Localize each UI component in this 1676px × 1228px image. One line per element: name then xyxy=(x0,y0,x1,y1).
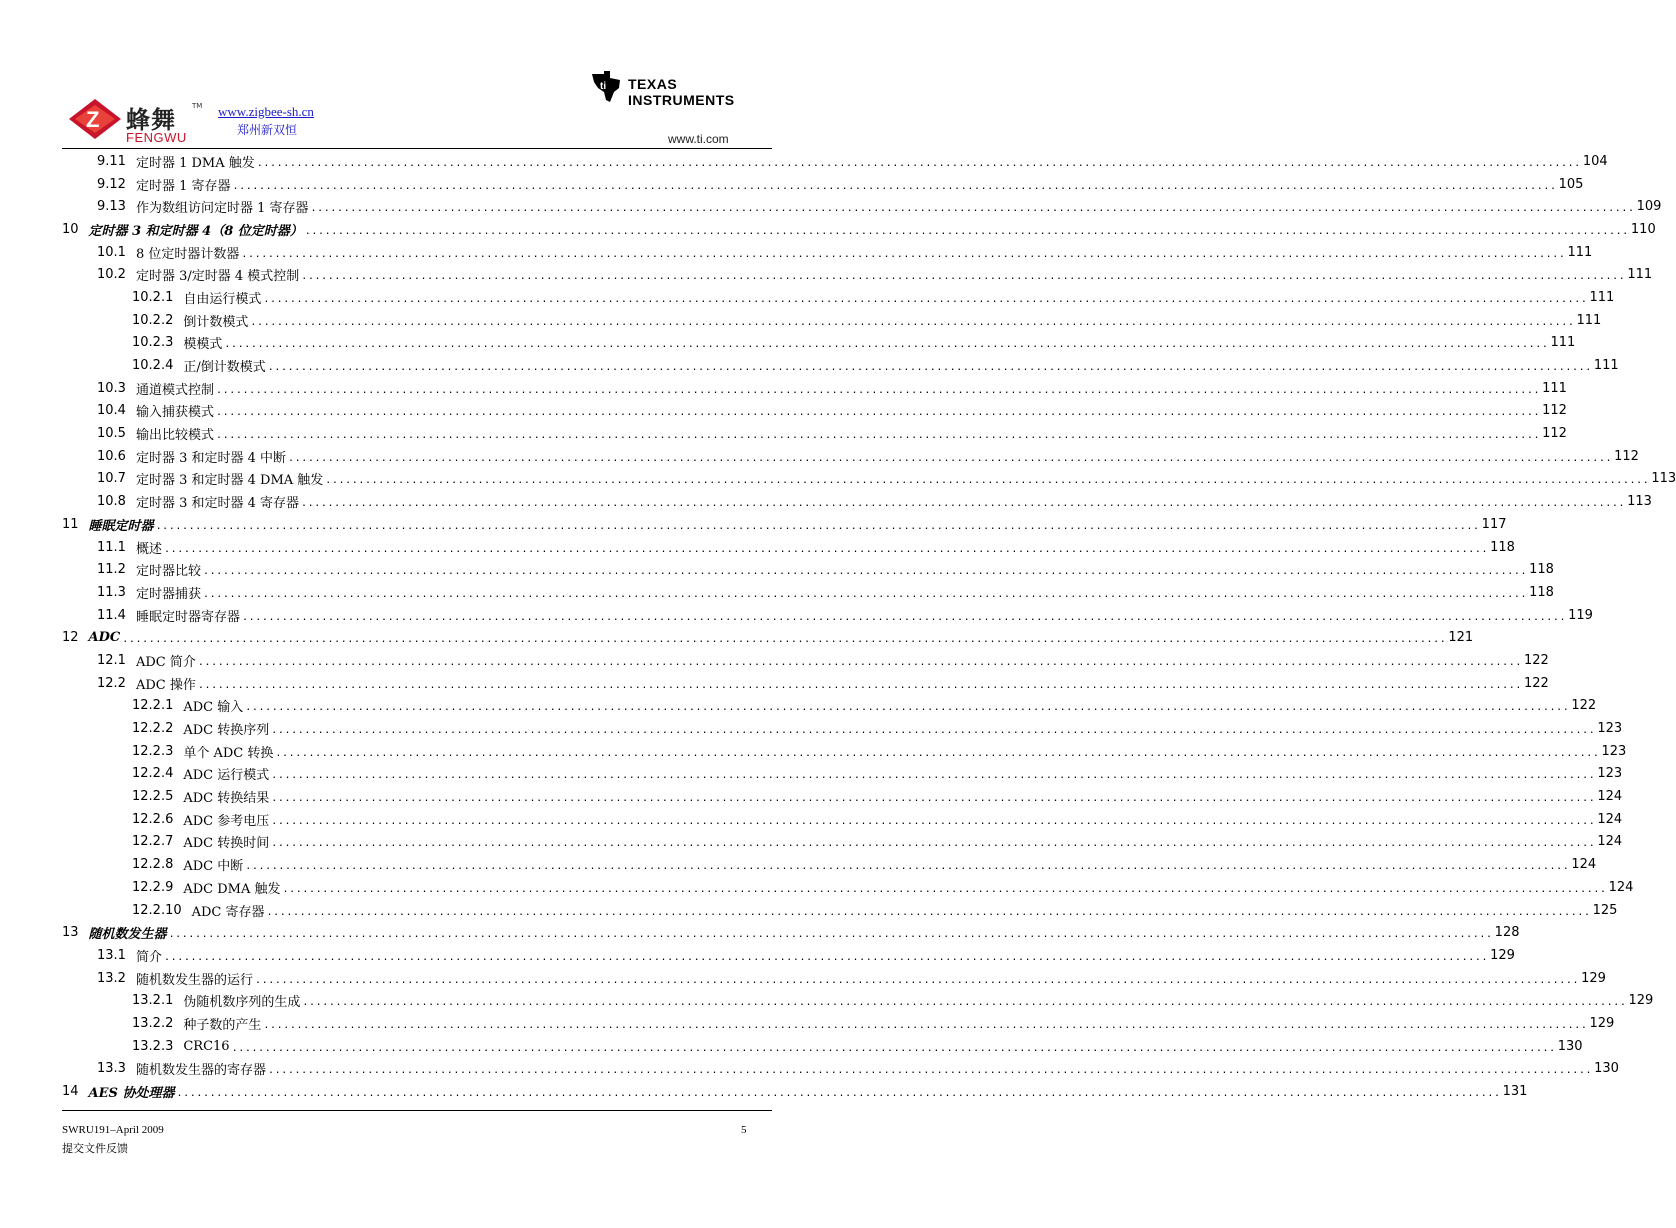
toc-entry-title: AES 协处理器 xyxy=(88,1086,175,1102)
toc-leader-dots: ........................................................................................................................................................................................................ xyxy=(267,362,1592,374)
toc-entry-page: 124 xyxy=(1597,834,1623,850)
ti-text-line1: TEXAS xyxy=(628,76,678,92)
toc-entry-title: 睡眠定时器寄存器 xyxy=(135,609,240,625)
footer-doc-id: SWRU191–April 2009 xyxy=(62,1124,164,1136)
toc-entry-number: 11.2 xyxy=(97,562,126,578)
toc-entry-page: 121 xyxy=(1448,630,1474,646)
toc-entry-number: 9.12 xyxy=(97,176,126,192)
toc-entry[interactable] xyxy=(62,332,1576,355)
toc-entry-page: 117 xyxy=(1481,516,1507,532)
toc-entry[interactable] xyxy=(62,785,1623,808)
toc-entry-number: 13.1 xyxy=(97,947,126,963)
toc-entry[interactable] xyxy=(62,672,1549,695)
toc-leader-dots: ........................................................................................................................................................................................................ xyxy=(266,906,1591,918)
toc-entry-page: 122 xyxy=(1523,675,1549,691)
toc-entry-page: 109 xyxy=(1636,199,1662,215)
toc-entry-number: 13.2.2 xyxy=(132,1015,174,1031)
toc-entry-title: ADC 转换序列 xyxy=(183,723,270,739)
toc-entry-number: 10.1 xyxy=(97,244,126,260)
ti-text-line2: INSTRUMENTS xyxy=(628,92,735,108)
toc-leader-dots: ........................................................................................................................................................................................................ xyxy=(176,1088,1501,1100)
toc-entry-page: 113 xyxy=(1651,471,1676,487)
toc-entry[interactable] xyxy=(62,173,1584,196)
toc-leader-dots: ........................................................................................................................................................................................................ xyxy=(245,702,1570,714)
toc-entry-page: 124 xyxy=(1571,857,1597,873)
toc-leader-dots: ........................................................................................................................................................................................................ xyxy=(275,747,1600,759)
toc-leader-dots: ........................................................................................................................................................................................................ xyxy=(202,588,1528,600)
toc-entry-page: 124 xyxy=(1597,811,1623,827)
toc-entry-title: 定时器 3 和定时器 4 寄存器 xyxy=(135,496,300,512)
header-divider xyxy=(62,148,772,149)
toc-entry[interactable] xyxy=(62,490,1652,513)
svg-text:Z: Z xyxy=(86,107,100,132)
toc-entry-title: 通道模式控制 xyxy=(135,382,214,398)
toc-entry-page: 111 xyxy=(1567,244,1593,260)
toc-leader-dots: ........................................................................................................................................................................................................ xyxy=(325,475,1650,487)
toc-entry-page: 111 xyxy=(1542,380,1567,396)
toc-entry-title: 睡眠定时器 xyxy=(88,518,154,534)
toc-entry-title: 伪随机数序列的生成 xyxy=(183,995,301,1011)
toc-leader-dots: ........................................................................................................................................................................................................ xyxy=(271,725,1596,737)
toc-entry-number: 10.2.4 xyxy=(132,358,174,374)
toc-entry-title: 定时器 3/定时器 4 模式控制 xyxy=(135,269,300,285)
toc-entry-page: 111 xyxy=(1576,312,1602,328)
toc-entry-number: 12.2 xyxy=(97,675,126,691)
toc-leader-dots: ........................................................................................................................................................................................................ xyxy=(271,838,1596,850)
toc-entry[interactable] xyxy=(62,763,1623,786)
toc-entry-page: 124 xyxy=(1597,789,1623,805)
toc-leader-dots: ........................................................................................................................................................................................................ xyxy=(202,566,1528,578)
toc-entry-page: 111 xyxy=(1627,267,1653,283)
toc-entry-page: 130 xyxy=(1557,1038,1583,1054)
toc-entry-number: 13.2 xyxy=(97,970,126,986)
toc-entry-number: 9.13 xyxy=(97,199,126,215)
toc-entry-page: 111 xyxy=(1550,335,1576,351)
toc-entry-title: 概述 xyxy=(135,541,162,557)
toc-leader-dots: ........................................................................................................................................................................................................ xyxy=(263,293,1588,305)
toc-entry-number: 12.2.9 xyxy=(132,879,174,895)
toc-leader-dots: ........................................................................................................................................................................................................ xyxy=(271,815,1596,827)
footer-feedback-link[interactable]: 提交文件反馈 xyxy=(62,1142,128,1155)
toc-entry[interactable] xyxy=(62,921,1520,944)
toc-entry-page: 129 xyxy=(1589,1015,1615,1031)
toc-entry[interactable] xyxy=(62,286,1615,309)
toc-entry-number: 13.2.1 xyxy=(132,993,174,1009)
toc-entry[interactable] xyxy=(62,309,1602,332)
toc-leader-dots: ........................................................................................................................................................................................................ xyxy=(271,793,1596,805)
toc-entry-number: 13 xyxy=(62,925,79,941)
toc-entry-title: 简介 xyxy=(135,949,162,965)
toc-leader-dots: ........................................................................................................................................................................................................ xyxy=(256,157,1581,169)
toc-entry-page: 113 xyxy=(1627,494,1652,510)
toc-leader-dots: ........................................................................................................................................................................................................ xyxy=(245,861,1570,873)
toc-entry[interactable] xyxy=(62,649,1549,672)
toc-entry[interactable] xyxy=(62,876,1634,899)
toc-entry-number: 9.11 xyxy=(97,153,126,169)
toc-leader-dots: ........................................................................................................................................................................................................ xyxy=(241,248,1566,260)
toc-entry[interactable] xyxy=(62,989,1654,1012)
toc-entry[interactable] xyxy=(62,513,1507,536)
toc-entry-title: 定时器 3 和定时器 4 DMA 触发 xyxy=(135,473,324,489)
toc-entry-page: 129 xyxy=(1581,970,1606,986)
toc-entry[interactable] xyxy=(62,604,1593,627)
toc-entry-number: 10.4 xyxy=(97,403,126,419)
toc-entry[interactable] xyxy=(62,626,1474,649)
toc-entry-number: 11.3 xyxy=(97,584,126,600)
toc-entry[interactable] xyxy=(62,1035,1583,1058)
toc-entry-number: 12.2.10 xyxy=(132,902,182,918)
toc-entry-title: 定时器捕获 xyxy=(135,586,201,602)
toc-entry-number: 12.2.3 xyxy=(132,743,174,759)
toc-entry-title: 输出比较模式 xyxy=(135,428,214,444)
toc-entry-page: 118 xyxy=(1529,584,1554,600)
toc-entry[interactable] xyxy=(62,581,1554,604)
toc-entry-number: 12.1 xyxy=(97,652,126,668)
toc-entry-page: 123 xyxy=(1597,721,1623,737)
toc-entry-page: 131 xyxy=(1502,1084,1528,1100)
logo-trademark: TM xyxy=(192,102,203,110)
toc-entry[interactable] xyxy=(62,1012,1615,1035)
toc-leader-dots: ........................................................................................................................................................................................................ xyxy=(310,203,1635,215)
toc-entry-title: 自由运行模式 xyxy=(183,291,262,307)
fengwu-logo xyxy=(68,98,203,148)
toc-entry-page: 128 xyxy=(1494,925,1520,941)
toc-entry-title: 模模式 xyxy=(183,337,223,353)
toc-leader-dots: ........................................................................................................................................................................................................ xyxy=(197,679,1522,691)
toc-entry-number: 12.2.1 xyxy=(132,698,174,714)
toc-leader-dots: ........................................................................................................................................................................................................ xyxy=(271,770,1596,782)
texas-state-icon xyxy=(590,70,622,104)
toc-leader-dots: ........................................................................................................................................................................................................ xyxy=(304,225,1629,237)
toc-entry[interactable] xyxy=(62,377,1567,400)
fengwu-logo-icon xyxy=(68,98,122,140)
toc-leader-dots: ........................................................................................................................................................................................................ xyxy=(163,951,1489,963)
toc-entry-page: 112 xyxy=(1542,403,1567,419)
toc-leader-dots: ........................................................................................................................................................................................................ xyxy=(224,339,1549,351)
toc-entry-title: 定时器 3 和定时器 4（8 位定时器） xyxy=(88,223,303,239)
toc-entry-number: 12 xyxy=(62,630,79,646)
toc-entry[interactable] xyxy=(62,1058,1619,1081)
toc-entry-title: ADC 输入 xyxy=(183,700,244,716)
toc-entry-number: 13.3 xyxy=(97,1061,126,1077)
toc-entry[interactable] xyxy=(62,558,1554,581)
toc-leader-dots: ........................................................................................................................................................................................................ xyxy=(263,1019,1588,1031)
toc-entry-page: 118 xyxy=(1529,562,1554,578)
toc-leader-dots: ........................................................................................................................................................................................................ xyxy=(250,316,1575,328)
toc-entry-number: 10.2.1 xyxy=(132,289,174,305)
toc-leader-dots: ........................................................................................................................................................................................................ xyxy=(282,883,1607,895)
toc-entry-number: 10.6 xyxy=(97,448,126,464)
toc-leader-dots: ........................................................................................................................................................................................................ xyxy=(302,997,1627,1009)
toc-leader-dots: ........................................................................................................................................................................................................ xyxy=(301,498,1626,510)
toc-entry-title: 定时器 1 寄存器 xyxy=(135,178,231,194)
toc-entry-page: 122 xyxy=(1571,698,1597,714)
toc-entry-page: 129 xyxy=(1628,993,1654,1009)
ti-website[interactable]: www.ti.com xyxy=(668,132,729,146)
toc-entry[interactable] xyxy=(62,400,1567,423)
toc-entry-title: ADC DMA 触发 xyxy=(183,881,281,897)
page-header xyxy=(0,0,869,150)
toc-entry-title: ADC 转换时间 xyxy=(183,836,270,852)
toc-entry-title: ADC 寄存器 xyxy=(191,904,265,920)
toc-entry-number: 10.8 xyxy=(97,494,126,510)
toc-entry-title: 种子数的产生 xyxy=(183,1017,262,1033)
toc-leader-dots: ........................................................................................................................................................................................................ xyxy=(288,452,1613,464)
toc-entry-title: ADC 中断 xyxy=(183,859,244,875)
toc-entry-page: 112 xyxy=(1542,426,1567,442)
toc-entry-title: ADC xyxy=(88,630,121,646)
toc-entry-page: 122 xyxy=(1523,652,1549,668)
toc-entry-page: 110 xyxy=(1630,221,1656,237)
toc-entry-title: CRC16 xyxy=(183,1038,230,1054)
toc-entry-number: 14 xyxy=(62,1084,79,1100)
toc-entry[interactable] xyxy=(62,445,1639,468)
toc-entry-number: 11 xyxy=(62,516,79,532)
toc-leader-dots: ........................................................................................................................................................................................................ xyxy=(155,520,1480,532)
website-link[interactable]: www.zigbee-sh.cn xyxy=(218,104,314,119)
toc-entry-title: 随机数发生器的寄存器 xyxy=(135,1063,266,1079)
toc-entry-number: 10.7 xyxy=(97,471,126,487)
toc-entry-page: 119 xyxy=(1568,607,1593,623)
svg-text:ti: ti xyxy=(600,81,607,92)
toc-entry[interactable] xyxy=(62,354,1619,377)
toc-entry[interactable] xyxy=(62,899,1618,922)
toc-entry[interactable] xyxy=(62,536,1515,559)
toc-entry[interactable] xyxy=(62,263,1653,286)
toc-leader-dots: ........................................................................................................................................................................................................ xyxy=(215,430,1541,442)
toc-entry-page: 130 xyxy=(1594,1061,1619,1077)
toc-entry-page: 111 xyxy=(1593,358,1619,374)
toc-entry-title: 定时器 1 DMA 触发 xyxy=(135,155,255,171)
toc-entry-number: 12.2.5 xyxy=(132,789,174,805)
toc-entry[interactable] xyxy=(62,967,1606,990)
toc-entry-title: 定时器比较 xyxy=(135,564,201,580)
toc-entry-title: ADC 转换结果 xyxy=(183,791,270,807)
toc-entry-page: 118 xyxy=(1490,539,1515,555)
toc-entry-number: 10 xyxy=(62,221,79,237)
toc-entry-title: ADC 简介 xyxy=(135,654,196,670)
toc-entry[interactable] xyxy=(62,218,1656,241)
toc-entry-title: ADC 运行模式 xyxy=(183,768,270,784)
toc-entry-page: 129 xyxy=(1490,947,1515,963)
toc-entry-number: 12.2.8 xyxy=(132,857,174,873)
toc-entry[interactable] xyxy=(62,717,1623,740)
toc-leader-dots: ........................................................................................................................................................................................................ xyxy=(231,1042,1556,1054)
toc-entry-number: 10.3 xyxy=(97,380,126,396)
toc-entry[interactable] xyxy=(62,468,1676,491)
toc-entry-title: ADC 参考电压 xyxy=(183,813,270,829)
toc-entry-number: 12.2.7 xyxy=(132,834,174,850)
toc-entry-title: 随机数发生器的运行 xyxy=(135,972,253,988)
toc-leader-dots: ........................................................................................................................................................................................................ xyxy=(163,543,1489,555)
toc-entry[interactable] xyxy=(62,808,1623,831)
toc-entry[interactable] xyxy=(62,241,1593,264)
toc-leader-dots: ........................................................................................................................................................................................................ xyxy=(215,384,1541,396)
company-name: 郑州新双恒 xyxy=(237,123,298,137)
toc-entry-page: 123 xyxy=(1601,743,1627,759)
logo-english-name: FENGWU xyxy=(126,130,187,145)
toc-entry-number: 11.4 xyxy=(97,607,126,623)
toc-entry-number: 12.2.2 xyxy=(132,721,174,737)
toc-entry-title: 作为数组访问定时器 1 寄存器 xyxy=(135,201,309,217)
toc-entry-title: 定时器 3 和定时器 4 中断 xyxy=(135,450,287,466)
toc-entry-number: 10.2.2 xyxy=(132,312,174,328)
toc-leader-dots: ........................................................................................................................................................................................................ xyxy=(197,656,1522,668)
toc-entry-number: 12.2.6 xyxy=(132,811,174,827)
footer-page-number: 5 xyxy=(741,1124,747,1136)
toc-entry-page: 104 xyxy=(1582,153,1608,169)
toc-entry-title: 正/倒计数模式 xyxy=(183,360,266,376)
toc-entry-title: ADC 操作 xyxy=(135,677,196,693)
toc-entry[interactable] xyxy=(62,422,1567,445)
toc-entry[interactable] xyxy=(62,944,1515,967)
logo-chinese-name: 蜂舞 xyxy=(126,105,176,134)
toc-entry-page: 125 xyxy=(1592,902,1618,918)
toc-entry[interactable] xyxy=(62,853,1597,876)
toc-leader-dots: ........................................................................................................................................................................................................ xyxy=(232,180,1557,192)
toc-entry-title: 8 位定时器计数器 xyxy=(135,246,240,262)
toc-entry-number: 10.2.3 xyxy=(132,335,174,351)
toc-entry[interactable] xyxy=(62,195,1662,218)
toc-entry-title: 倒计数模式 xyxy=(183,314,249,330)
toc-entry-number: 12.2.4 xyxy=(132,766,174,782)
toc-entry-title: 随机数发生器 xyxy=(88,927,167,943)
toc-entry-page: 111 xyxy=(1589,289,1615,305)
toc-entry-number: 10.5 xyxy=(97,426,126,442)
toc-entry-page: 112 xyxy=(1614,448,1639,464)
toc-entry-page: 123 xyxy=(1597,766,1623,782)
toc-entry-number: 11.1 xyxy=(97,539,126,555)
toc-entry-number: 10.2 xyxy=(97,267,126,283)
toc-leader-dots: ........................................................................................................................................................................................................ xyxy=(215,407,1541,419)
toc-entry[interactable] xyxy=(62,150,1608,173)
footer-divider xyxy=(62,1110,772,1111)
toc-entry[interactable] xyxy=(62,695,1597,718)
toc-leader-dots: ........................................................................................................................................................................................................ xyxy=(267,1065,1593,1077)
ti-logo xyxy=(590,70,750,112)
toc-leader-dots: ........................................................................................................................................................................................................ xyxy=(122,634,1447,646)
toc-entry[interactable] xyxy=(62,740,1627,763)
toc-entry-page: 124 xyxy=(1608,879,1634,895)
toc-entry[interactable] xyxy=(62,831,1623,854)
toc-entry[interactable] xyxy=(62,1080,1528,1103)
toc-leader-dots: ........................................................................................................................................................................................................ xyxy=(254,974,1580,986)
toc-leader-dots: ........................................................................................................................................................................................................ xyxy=(168,929,1493,941)
table-of-contents xyxy=(62,150,1676,1103)
toc-entry-title: 输入捕获模式 xyxy=(135,405,214,421)
toc-entry-page: 105 xyxy=(1558,176,1584,192)
toc-leader-dots: ........................................................................................................................................................................................................ xyxy=(301,271,1626,283)
toc-entry-title: 单个 ADC 转换 xyxy=(183,745,274,761)
toc-entry-number: 13.2.3 xyxy=(132,1038,174,1054)
toc-leader-dots: ........................................................................................................................................................................................................ xyxy=(241,611,1567,623)
